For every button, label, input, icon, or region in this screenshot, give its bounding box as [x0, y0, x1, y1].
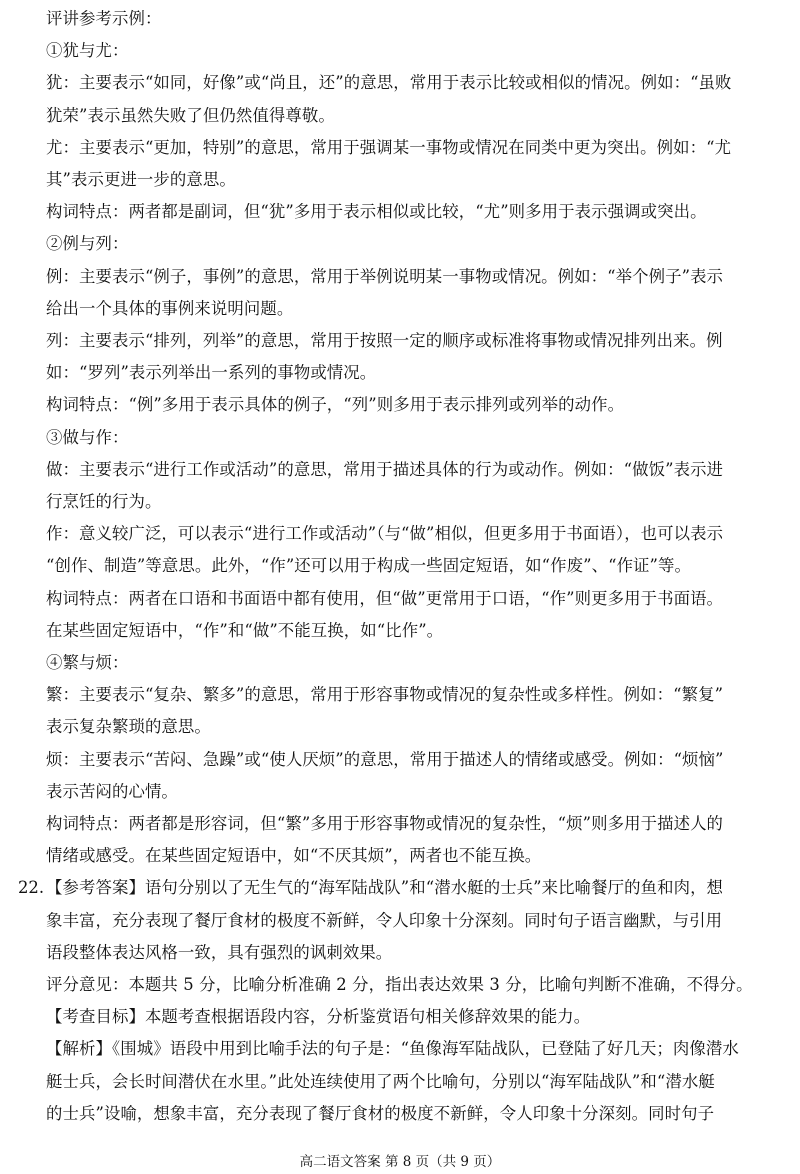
text-line: ①犹与尤：: [46, 41, 129, 61]
text-line: 评讲参考示例：: [46, 9, 162, 28]
text-line: 做：主要表示“进行工作或活动”的意思，常用于描述具体的行为或动作。例如：“做饭”表示进: [46, 459, 724, 479]
page-footer: 高二语文答案 第 8 页（共 9 页）: [299, 1154, 501, 1170]
text-line: 语段整体表达风格一致，具有强烈的讽刺效果。: [46, 942, 393, 962]
text-line: 表示复杂繁琐的意思。: [46, 717, 211, 737]
text-line: 构词特点：两者都是形容词，但“繁”多用于形容事物或情况的复杂性，“烦”则多用于描述人的: [46, 814, 724, 833]
text-line: 构词特点：两者都是副词，但“犹”多用于表示相似或比较，“尤”则多用于表示强调或突出。: [46, 202, 707, 222]
text-line: 【参考答案】语句分别以了无生气的“海军陆战队”和“潜水艇的士兵”来比喻餐厅的鱼和肉，想: [46, 878, 724, 898]
text-line: 的士兵”设喻，想象丰富，充分表现了餐厅食材的极度不新鲜，令人印象十分深刻。同时句子: [46, 1103, 715, 1123]
text-line: 烦：主要表示“苦闷、急躁”或“使人厌烦”的意思，常用于描述人的情绪或感受。例如：“烦恼”: [46, 749, 724, 769]
text-line: 犹：主要表示“如同，好像”或“尚且，还”的意思，常用于表示比较或相似的情况。例如：“虽败: [46, 73, 732, 93]
text-line: 情绪或感受。在某些固定短语中，如“不厌其烦”，两者也不能互换。: [46, 846, 542, 866]
text-line: “创作、制造”等意思。此外，“作”还可以用于构成一些固定短语，如“作废”、“作证”等。: [46, 556, 692, 576]
text-line: 艇士兵，会长时间潜伏在水里。”此处连续使用了两个比喻句，分别以“海军陆战队”和“潜水艇: [46, 1071, 715, 1091]
text-line: 构词特点：两者在口语和书面语中都有使用，但“做”更常用于口语，“作”则更多用于书面语。: [46, 588, 724, 608]
text-line: 表示苦闷的心情。: [46, 781, 178, 801]
text-line: 尤：主要表示“更加，特别”的意思，常用于强调某一事物或情况在同类中更为突出。例如：“尤: [46, 137, 732, 157]
text-line: 繁：主要表示“复杂、繁多”的意思，常用于形容事物或情况的复杂性或多样性。例如：“繁复”: [46, 685, 724, 705]
text-line: 例：主要表示“例子，事例”的意思，常用于举例说明某一事物或情况。例如：“举个例子”表示: [46, 266, 724, 286]
text-line: ④繁与烦：: [46, 653, 129, 672]
text-line: 给出一个具体的事例来说明问题。: [46, 298, 294, 318]
text-line: ③做与作：: [46, 427, 129, 447]
question-number: 22.: [18, 878, 45, 898]
text-line: 【考查目标】本题考查根据语段内容，分析鉴赏语句相关修辞效果的能力。: [46, 1007, 591, 1027]
text-line: 【解析】《围城》语段中用到比喻手法的句子是：“鱼像海军陆战队，已登陆了好几天；肉像潜水: [46, 1039, 739, 1059]
text-line: 列：主要表示“排列，列举”的意思，常用于按照一定的顺序或标准将事物或情况排列出来。例: [46, 331, 723, 350]
text-line: 其”表示更进一步的意思。: [46, 170, 236, 189]
text-line: 犹荣”表示虽然失败了但仍然值得尊敬。: [46, 105, 335, 125]
text-line: 构词特点：“例”多用于表示具体的例子，“列”则多用于表示排列或列举的动作。: [46, 395, 625, 415]
text-line: 如：“罗列”表示列举出一系列的事物或情况。: [46, 363, 377, 383]
text-line: ②例与列：: [46, 234, 129, 254]
text-line: 象丰富，充分表现了餐厅食材的极度不新鲜，令人印象十分深刻。同时句子语言幽默，与引用: [46, 910, 723, 930]
text-line: 评分意见：本题共 5 分，比喻分析准确 2 分，指出表达效果 3 分，比喻句判断不准确，不得分。: [46, 975, 753, 994]
text-line: 行烹饪的行为。: [46, 492, 162, 511]
text-line: 在某些固定短语中，“作”和“做”不能互换，如“比作”。: [46, 620, 444, 640]
text-line: 作：意义较广泛，可以表示“进行工作或活动”（与“做”相似，但更多用于书面语），也可以表示: [46, 524, 724, 544]
